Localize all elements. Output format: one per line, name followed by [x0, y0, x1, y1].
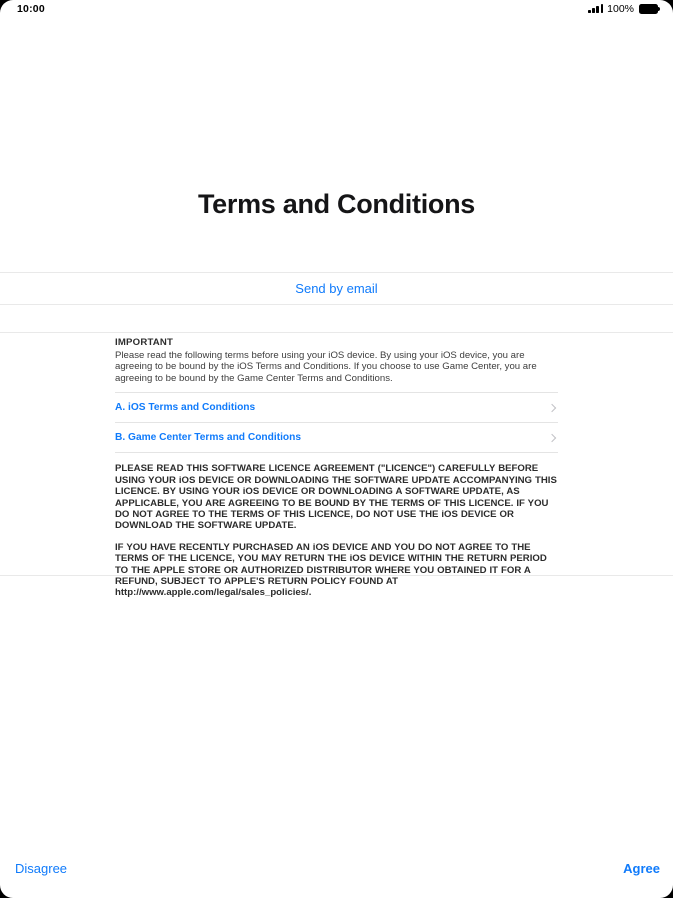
chevron-right-icon — [548, 404, 556, 412]
cellular-signal-icon — [588, 4, 603, 13]
status-time: 10:00 — [17, 3, 45, 15]
divider — [115, 452, 558, 453]
important-heading: IMPORTANT — [115, 337, 174, 348]
send-by-email-label: Send by email — [295, 281, 378, 296]
battery-icon — [639, 4, 661, 14]
divider — [0, 304, 673, 305]
important-body-text: Please read the following terms before using your iOS device. By using your iOS device, you are agreeing to be bound by the iOS Terms and Conditions. If you choose to use Game Center, you are agreeing to be bound by the Game Center Terms and Conditions. — [115, 349, 537, 384]
status-bar — [0, 0, 673, 20]
chevron-right-icon — [548, 434, 556, 442]
ios-terms-link-label: A. iOS Terms and Conditions — [115, 402, 256, 414]
disagree-button[interactable]: Disagree — [15, 861, 68, 876]
status-bar-right — [588, 2, 661, 15]
game-center-terms-link-label: B. Game Center Terms and Conditions — [115, 432, 302, 444]
agree-button[interactable]: Agree — [623, 861, 660, 876]
licence-paragraph-1: PLEASE READ THIS SOFTWARE LICENCE AGREEMENT ("LICENCE") CAREFULLY BEFORE USING YOUR iOS DEVICE OR DOWNLOADING THE SOFTWARE UPDATE ACCOMPANYING THIS LICENCE. BY USING YOUR iOS DEVICE OR DOWNLOADING A SOFTWARE UPDATE, AS APPLICABLE, YOU ARE AGREEING TO BE BOUND BY THE TERMS OF THIS LICENCE. IF YOU DO NOT AGREE TO THE TERMS OF THIS LICENCE, DO NOT USE THE iOS DEVICE OR DOWNLOAD THE SOFTWARE UPDATE. — [115, 463, 557, 532]
send-by-email-button[interactable] — [0, 273, 673, 304]
terms-content — [115, 333, 558, 599]
game-center-terms-link[interactable] — [115, 423, 558, 452]
licence-paragraph-2: IF YOU HAVE RECENTLY PURCHASED AN iOS DEVICE AND YOU DO NOT AGREE TO THE TERMS OF THE LICENCE, YOU MAY RETURN THE iOS DEVICE WITHIN THE RETURN PERIOD TO THE APPLE STORE OR AUTHORIZED DISTRIBUTOR WHERE YOU OBTAINED IT FOR A REFUND, SUBJECT TO APPLE'S RETURN POLICY FOUND AT http://www.apple.com/legal/sales_policies/. — [115, 541, 547, 599]
ios-terms-link[interactable] — [115, 393, 558, 422]
page-title: Terms and Conditions — [197, 189, 475, 219]
battery-percent-label: 100% — [607, 2, 634, 15]
